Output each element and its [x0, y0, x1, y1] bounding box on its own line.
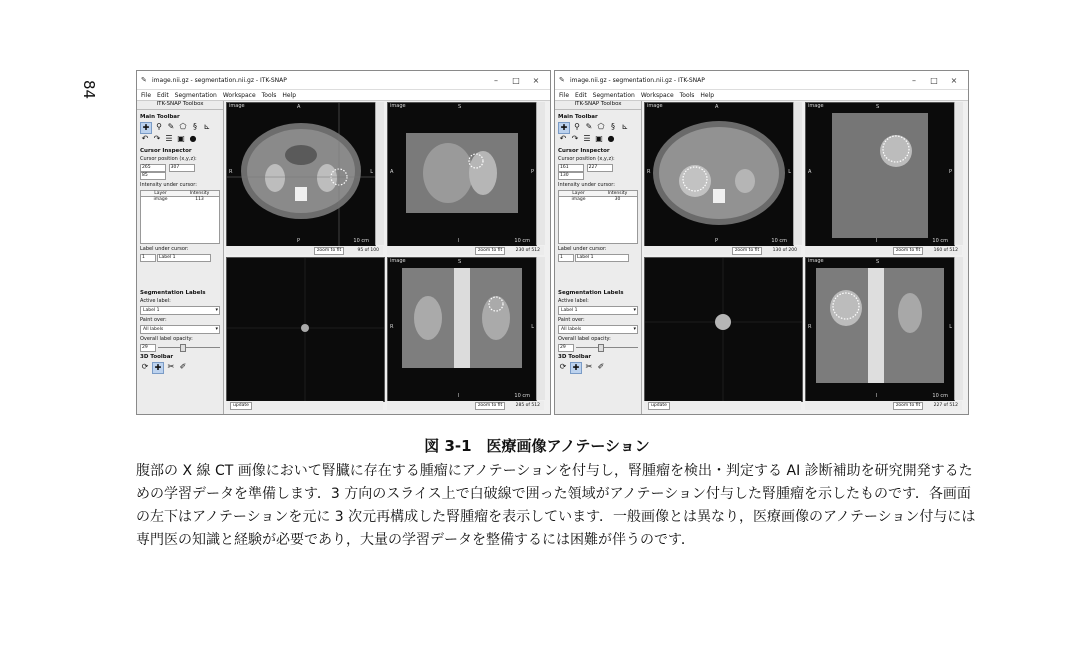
scale-bar: 10 cm — [932, 393, 948, 399]
intensity-label: Intensity under cursor: — [140, 182, 197, 188]
layer-header: Layer — [572, 191, 585, 196]
crosshair-3d-icon[interactable]: ✚ — [570, 362, 582, 374]
crosshair-3d-icon[interactable]: ✚ — [152, 362, 164, 374]
slice-info: 160 of 512 — [933, 248, 958, 253]
menu-edit[interactable]: Edit — [575, 91, 587, 99]
zoom-to-fit-button[interactable]: zoom to fit — [314, 247, 344, 255]
spray-icon[interactable]: ✐ — [179, 362, 187, 371]
cursor-x-field[interactable]: 265 — [140, 164, 166, 172]
scale-bar: 10 cm — [514, 238, 530, 244]
view-footer — [805, 401, 962, 410]
view-toolbar[interactable] — [375, 102, 384, 245]
cursor-position-label: Cursor position (x,y,z): — [558, 156, 615, 162]
layer-header: Layer — [154, 191, 167, 196]
palette-icon[interactable]: ● — [607, 134, 615, 143]
undo-icon[interactable]: ↶ — [141, 134, 149, 143]
scale-bar: 10 cm — [771, 238, 787, 244]
orient-i: I — [458, 393, 460, 399]
cursor-z-field[interactable]: 130 — [558, 172, 584, 180]
toolbar-3d-heading: 3D Toolbar — [140, 354, 174, 360]
orient-a: A — [390, 169, 394, 175]
view-toolbar[interactable] — [954, 102, 963, 245]
title-bar — [555, 71, 968, 90]
sagittal-view[interactable] — [805, 102, 955, 247]
axial-view[interactable] — [644, 102, 794, 247]
opacity-value[interactable]: 29 — [140, 344, 156, 352]
window-title: image.nii.gz - segmentation.nii.gz - ITK-SNAP — [152, 76, 287, 84]
opacity-label: Overall label opacity: — [140, 336, 193, 342]
zoom-to-fit-button[interactable]: zoom to fit — [475, 402, 505, 410]
orient-a: A — [715, 104, 719, 110]
view-label: image — [647, 103, 663, 109]
layers-icon[interactable]: ☰ — [165, 134, 173, 143]
save-icon[interactable]: ▣ — [177, 134, 185, 143]
palette-icon[interactable]: ● — [189, 134, 197, 143]
coronal-view[interactable] — [805, 257, 955, 402]
view-label: image — [808, 258, 824, 264]
sagittal-view[interactable] — [387, 102, 537, 247]
close-button[interactable]: × — [532, 75, 540, 85]
orient-i: I — [458, 238, 460, 244]
view-toolbar[interactable] — [954, 257, 963, 400]
itk-snap-window-right — [554, 70, 969, 415]
label-name-field: Label 1 — [157, 254, 211, 262]
snake-icon[interactable]: § — [611, 122, 615, 131]
orient-s: S — [876, 104, 880, 110]
cursor-inspector-heading: Cursor Inspector — [140, 148, 192, 154]
orient-p: P — [948, 169, 952, 175]
toolbox-title: ITK-SNAP Toolbox — [137, 101, 223, 110]
zoom-to-fit-button[interactable]: zoom to fit — [732, 247, 762, 255]
scalpel-icon[interactable]: ✂ — [167, 362, 175, 371]
opacity-slider[interactable] — [140, 344, 220, 350]
view-toolbar[interactable] — [536, 257, 545, 400]
page-number: 84 — [80, 80, 98, 100]
orient-s: S — [876, 259, 880, 265]
orient-l: L — [370, 169, 373, 175]
maximize-button[interactable]: □ — [930, 75, 938, 85]
edit-toolbar — [140, 134, 220, 144]
toolbar-3d — [558, 362, 638, 374]
view-label: image — [390, 103, 406, 109]
menu-help[interactable]: Help — [700, 91, 715, 99]
active-label-select[interactable]: Label 1 ▾ — [140, 306, 220, 315]
seg-labels-heading: Segmentation Labels — [558, 290, 624, 296]
rotate-icon[interactable]: ⟳ — [559, 362, 567, 371]
view-footer — [644, 401, 801, 410]
orient-s: S — [458, 104, 462, 110]
opacity-slider[interactable] — [558, 344, 638, 350]
paint-over-label: Paint over: — [140, 317, 167, 323]
paint-over-select[interactable]: All labels ▾ — [140, 325, 220, 334]
app-icon: ✎ — [141, 76, 147, 84]
polygon-icon[interactable]: ⬠ — [179, 122, 187, 131]
toolbox-panel — [137, 101, 224, 414]
polygon-icon[interactable]: ⬠ — [597, 122, 605, 131]
view-label: image — [808, 103, 824, 109]
update-button[interactable]: update — [230, 402, 252, 410]
slice-info: 230 of 512 — [515, 248, 540, 253]
orient-i: I — [876, 238, 878, 244]
layer-name: image — [571, 197, 586, 202]
intensity-label: Intensity under cursor: — [558, 182, 615, 188]
redo-icon[interactable]: ↷ — [571, 134, 579, 143]
figure-caption: 図 3-1 医療画像アノテーション — [424, 437, 650, 455]
zoom-to-fit-button[interactable]: zoom to fit — [893, 247, 923, 255]
seg-labels-heading: Segmentation Labels — [140, 290, 206, 296]
paintbrush-icon[interactable]: ✎ — [585, 122, 593, 131]
crosshair-icon[interactable]: ✚ — [140, 122, 152, 134]
menu-workspace[interactable]: Workspace — [640, 91, 674, 99]
intensity-table — [140, 190, 220, 244]
label-name-field: Label 1 — [575, 254, 629, 262]
menu-segmentation[interactable]: Segmentation — [174, 91, 217, 99]
main-toolbar — [140, 122, 220, 134]
label-under-cursor-label: Label under cursor: — [140, 246, 189, 252]
scalpel-icon[interactable]: ✂ — [585, 362, 593, 371]
crosshair-icon[interactable]: ✚ — [558, 122, 570, 134]
view-label: image — [390, 258, 406, 264]
orient-r: R — [808, 324, 812, 330]
label-under-cursor-label: Label under cursor: — [558, 246, 607, 252]
view-footer — [387, 401, 544, 410]
3d-view[interactable] — [644, 257, 803, 402]
paintbrush-icon[interactable]: ✎ — [167, 122, 175, 131]
itk-snap-window-left — [136, 70, 551, 415]
cursor-y-field[interactable]: 227 — [587, 164, 613, 172]
main-toolbar-heading: Main Toolbar — [140, 114, 180, 120]
view-label: image — [229, 103, 245, 109]
window-title: image.nii.gz - segmentation.nii.gz - ITK-SNAP — [570, 76, 705, 84]
ruler-icon[interactable]: ⊾ — [621, 122, 629, 131]
undo-icon[interactable]: ↶ — [559, 134, 567, 143]
zoom-icon[interactable]: ⚲ — [156, 122, 162, 131]
active-label-label: Active label: — [558, 298, 589, 304]
close-button[interactable]: × — [950, 75, 958, 85]
zoom-to-fit-button[interactable]: zoom to fit — [475, 247, 505, 255]
intensity-header: Intensity — [189, 191, 210, 196]
save-icon[interactable]: ▣ — [595, 134, 603, 143]
orient-l: L — [788, 169, 791, 175]
minimize-button[interactable]: – — [494, 75, 498, 85]
cursor-z-field[interactable]: 85 — [140, 172, 166, 180]
menu-bar — [555, 90, 968, 101]
ruler-icon[interactable]: ⊾ — [203, 122, 211, 131]
paint-over-select[interactable]: All labels ▾ — [558, 325, 638, 334]
orient-s: S — [458, 259, 462, 265]
scale-bar: 10 cm — [514, 393, 530, 399]
snake-icon[interactable]: § — [193, 122, 197, 131]
main-toolbar-heading: Main Toolbar — [558, 114, 598, 120]
toolbar-3d-heading: 3D Toolbar — [558, 354, 592, 360]
figure-description: 腹部の X 線 CT 画像において腎臓に存在する腫瘤にアノテーションを付与し，腎腫瘤を検出・判定する AI 診断補助を研究開発するための学習データを準備します．3 方向のスライス上で白破線で囲った領域がアノテーション付与した腎腫瘤を示したものです．各画面の左下はアノテーションを元に 3 次元再構成した腎腫瘤を表示しています．一般画像とは異なり，医療画像のアノテーション付与には専門医の知識と経験が必要であり，大量の学習データを整備するには困難が伴うのです． — [136, 463, 976, 548]
toolbox-title: ITK-SNAP Toolbox — [555, 101, 641, 110]
intensity-table — [558, 190, 638, 244]
menu-file[interactable]: File — [141, 91, 152, 99]
rotate-icon[interactable]: ⟳ — [141, 362, 149, 371]
toolbox-panel — [555, 101, 642, 414]
view-toolbar[interactable] — [536, 102, 545, 245]
orient-i: I — [876, 393, 878, 399]
intensity-header: Intensity — [607, 191, 628, 196]
orient-l: L — [949, 324, 952, 330]
main-toolbar — [558, 122, 638, 134]
view-footer — [644, 246, 801, 255]
label-id-field: 1 — [140, 254, 156, 262]
cursor-y-field[interactable]: 307 — [169, 164, 195, 172]
slice-info: 227 of 512 — [933, 403, 958, 408]
layer-name: image — [153, 197, 168, 202]
cursor-position-label: Cursor position (x,y,z): — [140, 156, 197, 162]
orient-p: P — [530, 169, 534, 175]
coronal-view[interactable] — [387, 257, 537, 402]
menu-segmentation[interactable]: Segmentation — [592, 91, 635, 99]
slice-info: 285 of 512 — [515, 403, 540, 408]
table-row — [559, 197, 637, 202]
label-id-field: 1 — [558, 254, 574, 262]
menu-tools[interactable]: Tools — [679, 91, 695, 99]
app-icon: ✎ — [559, 76, 565, 84]
orient-r: R — [229, 169, 233, 175]
layers-icon[interactable]: ☰ — [583, 134, 591, 143]
title-bar — [137, 71, 550, 90]
orient-a: A — [297, 104, 301, 110]
orient-l: L — [531, 324, 534, 330]
menu-file[interactable]: File — [559, 91, 570, 99]
view-toolbar[interactable] — [793, 102, 802, 245]
3d-view[interactable] — [226, 257, 385, 402]
redo-icon[interactable]: ↷ — [153, 134, 161, 143]
menu-workspace[interactable]: Workspace — [222, 91, 256, 99]
slice-info: 95 of 100 — [357, 248, 379, 253]
edit-toolbar — [558, 134, 638, 144]
zoom-icon[interactable]: ⚲ — [574, 122, 580, 131]
orient-a: A — [808, 169, 812, 175]
axial-view[interactable] — [226, 102, 376, 247]
opacity-label: Overall label opacity: — [558, 336, 611, 342]
slice-info: 130 of 200 — [772, 248, 797, 253]
view-footer — [226, 246, 383, 255]
layer-intensity: 113 — [195, 197, 204, 202]
orient-r: R — [390, 324, 394, 330]
table-row — [141, 197, 219, 202]
layer-intensity: 30 — [614, 197, 621, 202]
menu-bar — [137, 90, 550, 101]
maximize-button[interactable]: □ — [512, 75, 520, 85]
orient-r: R — [647, 169, 651, 175]
active-label-select[interactable]: Label 1 ▾ — [558, 306, 638, 315]
spray-icon[interactable]: ✐ — [597, 362, 605, 371]
paint-over-label: Paint over: — [558, 317, 585, 323]
scale-bar: 10 cm — [932, 238, 948, 244]
orient-p: P — [297, 238, 301, 244]
orient-p: P — [715, 238, 719, 244]
menu-tools[interactable]: Tools — [261, 91, 277, 99]
view-footer — [226, 401, 383, 410]
toolbar-3d — [140, 362, 220, 374]
menu-help[interactable]: Help — [282, 91, 297, 99]
cursor-x-field[interactable]: 161 — [558, 164, 584, 172]
minimize-button[interactable]: – — [912, 75, 916, 85]
active-label-label: Active label: — [140, 298, 171, 304]
update-button[interactable]: update — [648, 402, 670, 410]
scale-bar: 10 cm — [353, 238, 369, 244]
view-footer — [387, 246, 544, 255]
opacity-value[interactable]: 29 — [558, 344, 574, 352]
zoom-to-fit-button[interactable]: zoom to fit — [893, 402, 923, 410]
menu-edit[interactable]: Edit — [157, 91, 169, 99]
view-footer — [805, 246, 962, 255]
cursor-inspector-heading: Cursor Inspector — [558, 148, 610, 154]
